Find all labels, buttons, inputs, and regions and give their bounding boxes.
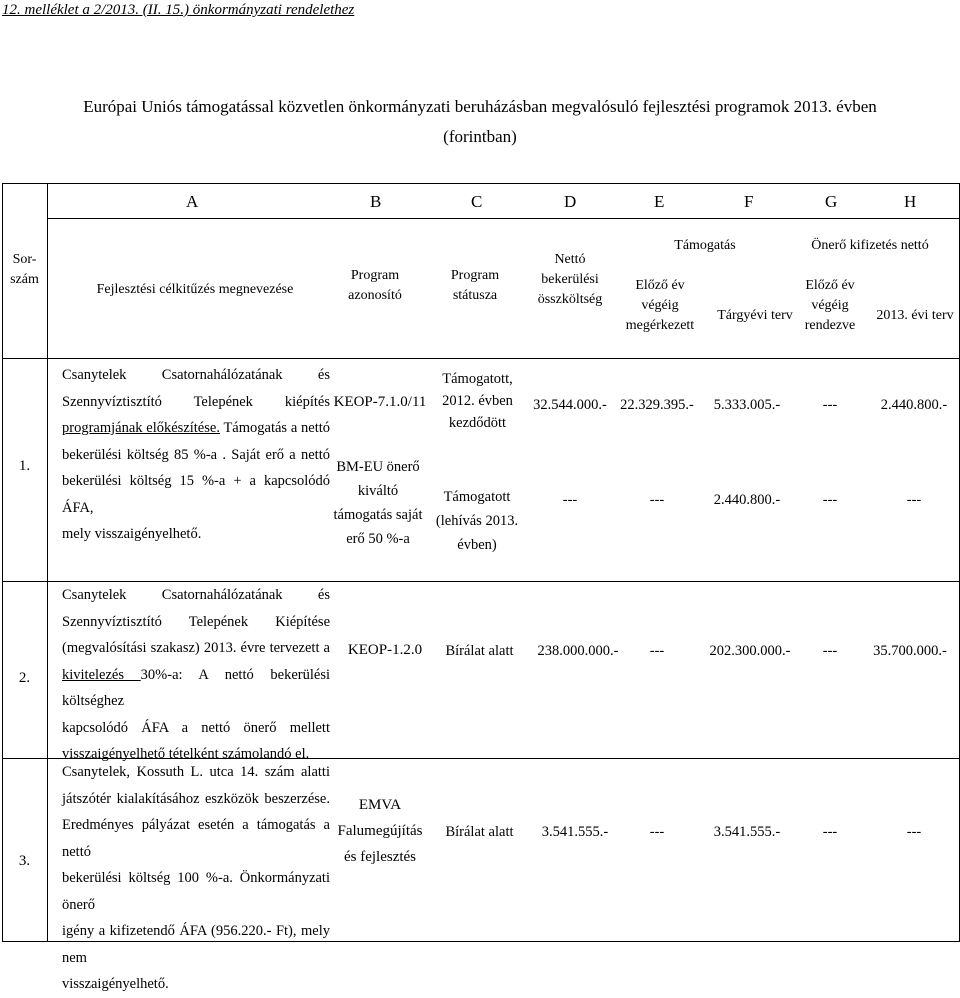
value-tamogatas-targyevi: 202.300.000.-: [709, 643, 791, 659]
header-netto: Nettó bekerülési összköltség: [537, 252, 603, 307]
program-id: KEOP-1.2.0: [347, 642, 423, 658]
program-status: Bírálat alatt: [445, 643, 514, 659]
program-id: EMVA Falumegújítás és fejlesztés: [337, 797, 423, 865]
row-number: 3.: [18, 853, 31, 869]
program-status: Támogatott (lehívás 2013. évben): [435, 489, 519, 553]
column-letter-g: G: [825, 192, 838, 211]
page-title: [0, 92, 960, 152]
value-onero-2013: 2.440.800.-: [880, 397, 948, 413]
column-letter-e: E: [654, 192, 665, 211]
header-onero-2013-terv: 2013. évi terv: [876, 308, 954, 323]
row-description: Csanytelek, Kossuth L. utca 14. szám alatti játszótér kialakításához eszközök beszerzése. Eredményes pályázat esetén a támogatás a nettó bekerülési költség 100 %-a. Önkormányzati önerő igény a kifizetendő ÁFA (956.220.- Ft), mely nem visszaigényelhető.: [62, 764, 330, 992]
header-sorszam: Sor- szám: [10, 252, 39, 287]
value-onero-elozo: ---: [822, 492, 838, 508]
header-onero-elozo-ev: Előző év végéig rendezve: [804, 278, 856, 333]
value-tamogatas-elozo: ---: [649, 492, 665, 508]
value-tamogatas-elozo: ---: [649, 824, 665, 840]
column-letter-f: F: [744, 192, 754, 211]
header-note: 12. melléklet a 2/2013. (II. 15.) önkormányzati rendelethez: [2, 2, 355, 18]
column-letter-c: C: [471, 192, 483, 211]
program-id: BM-EU önerő kiváltó támogatás saját erő 50 %-a: [333, 459, 423, 547]
value-tamogatas-targyevi: 5.333.005.-: [713, 397, 781, 413]
value-onero-2013: ---: [906, 492, 922, 508]
column-letter-b: B: [370, 192, 382, 211]
row-description: Csanytelek Csatornahálózatának és Szennyvíztisztító Telepének kiépítés programjának előkészítése. Támogatás a nettó bekerülési költség 85 %-a . Saját erő a nettó bekerülési költség 15 %-a + a kapcsolódó ÁFA, mely visszaigényelhető.: [62, 367, 330, 542]
header-onero: Önerő kifizetés nettó: [811, 238, 929, 253]
program-status: Bírálat alatt: [445, 824, 514, 840]
row-description: Csanytelek Csatornahálózatának és Szennyvíztisztító Telepének Kiépítése (megvalósítási szakasz) 2013. évre tervezett a kivitelezés 30%-a: A nettó bekerülési költséghez kapcsolódó ÁFA a nettó önerő mellett visszaigényelhető tételként számolandó el.: [62, 587, 330, 762]
program-status: Támogatott, 2012. évben kezdődött: [442, 371, 513, 431]
program-id: KEOP-7.1.0/11: [333, 394, 427, 410]
header-tamogatas: Támogatás: [674, 238, 736, 253]
value-netto: 32.544.000.-: [533, 397, 607, 413]
value-tamogatas-targyevi: 3.541.555.-: [713, 824, 781, 840]
value-onero-elozo: ---: [822, 824, 838, 840]
header-program-statusza: Program státusza: [450, 268, 500, 303]
value-tamogatas-elozo: ---: [649, 643, 665, 659]
value-netto: 238.000.000.-: [537, 643, 619, 659]
row-number: 2.: [18, 670, 31, 686]
value-tamogatas-elozo: 22.329.395.-: [620, 397, 694, 413]
value-onero-elozo: ---: [822, 643, 838, 659]
value-onero-2013: ---: [906, 824, 922, 840]
header-tamogatas-elozo-ev: Előző év végéig megérkezett: [625, 278, 695, 333]
column-letter-a: A: [186, 192, 199, 211]
value-onero-2013: 35.700.000.-: [873, 643, 947, 659]
title-line-2: (forintban): [443, 127, 517, 146]
value-onero-elozo: ---: [822, 397, 838, 413]
row-number: 1.: [18, 458, 31, 474]
value-tamogatas-targyevi: 2.440.800.-: [713, 492, 781, 508]
header-targyevi-terv: Tárgyévi terv: [717, 308, 793, 323]
column-letter-h: H: [904, 192, 917, 211]
value-netto: 3.541.555.-: [541, 824, 609, 840]
value-netto: ---: [562, 492, 578, 508]
column-letter-d: D: [564, 192, 577, 211]
header-program-azonosito: Program azonosító: [348, 268, 402, 303]
title-line-1: Európai Uniós támogatással közvetlen önkormányzati beruházásban megvalósuló fejlesztési programok 2013. évben: [83, 97, 877, 116]
header-fejlesztes: Fejlesztési célkitűzés megnevezése: [96, 282, 294, 297]
